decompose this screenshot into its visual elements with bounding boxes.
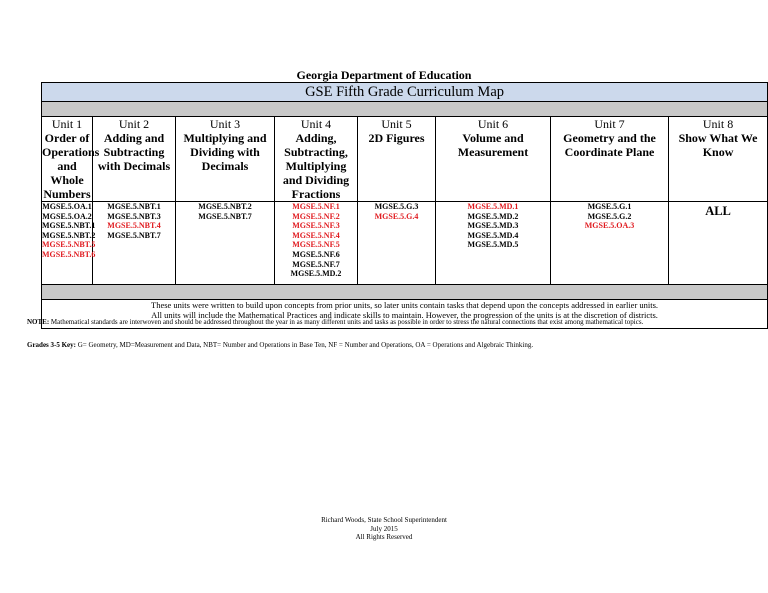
standard-code: MGSE.5.MD.5 (467, 240, 519, 250)
unit-2-label: Unit 2 (118, 117, 150, 131)
standard-code-highlighted: MGSE.5.NF.3 (292, 221, 340, 231)
standard-code: MGSE.5.NBT.3 (107, 211, 161, 221)
standard-code-highlighted: MGSE.5.NBT.4 (107, 221, 161, 231)
key-label: Grades 3-5 Key: (27, 341, 76, 349)
unit-6-header (436, 117, 551, 202)
unit-4-header (275, 117, 358, 202)
standard-code-highlighted: MGSE.5.NF.5 (292, 240, 340, 250)
unit-2-header (93, 117, 176, 202)
unit-8-label: Unit 8 (702, 117, 734, 131)
unit-7-header (551, 117, 669, 202)
unit-8-standards (669, 202, 768, 285)
organization-heading: Georgia Department of Education (296, 68, 472, 82)
unit-7-label: Unit 7 (594, 117, 625, 131)
unit-1-standards (42, 202, 96, 285)
unit-4-name: Adding, Subtracting, Multiplying and Dividing Fractions (282, 131, 350, 201)
unit-2-standards (93, 202, 176, 285)
standard-code: MGSE.5.G.1 (587, 202, 632, 211)
standards-note (27, 318, 643, 326)
standard-code: MGSE.5.NBT.7 (198, 211, 252, 221)
unit-6-label: Unit 6 (477, 117, 509, 131)
unit-8-name: Show What We Know (678, 131, 758, 159)
title-row (42, 83, 768, 102)
footer-date: July 2015 (370, 524, 398, 533)
standard-code-highlighted: MGSE.5.NF.2 (292, 211, 340, 221)
progression-note-line-1: These units were written to build upon concepts from prior units, so later units contain tasks that depend upon the concepts addressed in earlier units. (151, 300, 659, 310)
unit-5-name: 2D Figures (368, 131, 425, 145)
standard-code: MGSE.5.G.2 (587, 211, 632, 221)
footer-superintendent: Richard Woods, State School Superintendent (321, 516, 447, 524)
unit-1-header (42, 117, 100, 202)
standard-code: MGSE.5.MD.2 (290, 269, 342, 279)
standard-code-highlighted: MGSE.5.NBT.5 (42, 240, 96, 250)
standard-code-highlighted: MGSE.5.MD.1 (467, 202, 519, 211)
standard-code: MGSE.5.NF.6 (292, 249, 340, 259)
map-title: GSE Fifth Grade Curriculum Map (42, 83, 768, 102)
unit-6-name: Volume and Measurement (457, 131, 529, 159)
progression-note-line-2: All units will include the Mathematical Practices and indicate skills to maintain. However, the progression of the units is at the discretion of districts. (151, 310, 658, 320)
standard-code-highlighted: MGSE.5.NBT.6 (42, 249, 96, 259)
standards-row (42, 202, 768, 285)
standard-code: MGSE.5.OA.1 (42, 202, 92, 211)
note-text: Mathematical standards are interwoven and should be addressed throughout the year in as many different units and tasks as possible in order to stress the natural connections that exist among mathematical topics. (49, 318, 644, 326)
standard-code: MGSE.5.NBT.2 (198, 202, 252, 211)
curriculum-map-table (41, 82, 768, 329)
standard-code: MGSE.5.G.3 (374, 202, 419, 211)
standard-code: MGSE.5.OA.2 (42, 211, 92, 221)
footer-rights: All Rights Reserved (355, 533, 413, 541)
top-separator-bar (42, 102, 768, 117)
standard-code-highlighted: MGSE.5.G.4 (374, 211, 419, 221)
grades-key (27, 341, 533, 349)
standard-code: MGSE.5.NBT.2 (42, 230, 96, 240)
unit-3-label: Unit 3 (209, 117, 241, 131)
unit-5-header (358, 117, 436, 202)
standard-code: MGSE.5.MD.3 (467, 221, 519, 231)
standard-code: MGSE.5.MD.2 (467, 211, 519, 221)
unit-header-row (42, 117, 768, 202)
standard-code: MGSE.5.NBT.1 (107, 202, 161, 211)
unit-3-header (176, 117, 275, 202)
standard-all: ALL (705, 204, 731, 218)
standard-code: MGSE.5.NF.7 (292, 259, 340, 269)
unit-4-standards (275, 202, 358, 285)
standard-code: MGSE.5.NBT.7 (107, 230, 161, 240)
unit-2-name: Adding and Subtracting with Decimals (97, 131, 171, 173)
standard-code-highlighted: MGSE.5.NF.1 (292, 202, 340, 211)
unit-5-label: Unit 5 (381, 117, 412, 131)
unit-5-standards (358, 202, 436, 285)
key-text: G= Geometry, MD=Measurement and Data, NBT= Number and Operations in Base Ten, NF = Number and Operations, OA = Operations and Algebraic Thinking. (76, 341, 534, 349)
footer (0, 516, 768, 542)
standard-code-highlighted: MGSE.5.NF.4 (292, 230, 340, 240)
unit-7-standards (551, 202, 669, 285)
unit-6-standards (436, 202, 551, 285)
unit-1-label: Unit 1 (51, 117, 83, 131)
bottom-separator-bar (42, 285, 768, 300)
unit-1-name: Order of Operations and Whole Numbers (42, 131, 100, 201)
note-label: NOTE: (27, 318, 50, 326)
unit-7-name: Geometry and the Coordinate Plane (563, 131, 656, 159)
unit-3-standards (176, 202, 275, 285)
standard-code-highlighted: MGSE.5.OA.3 (584, 221, 635, 231)
unit-8-header (669, 117, 768, 202)
unit-4-label: Unit 4 (300, 117, 332, 131)
standard-code: MGSE.5.MD.4 (467, 230, 519, 240)
unit-3-name: Multiplying and Dividing with Decimals (183, 131, 267, 173)
standard-code: MGSE.5.NBT.1 (42, 221, 96, 231)
